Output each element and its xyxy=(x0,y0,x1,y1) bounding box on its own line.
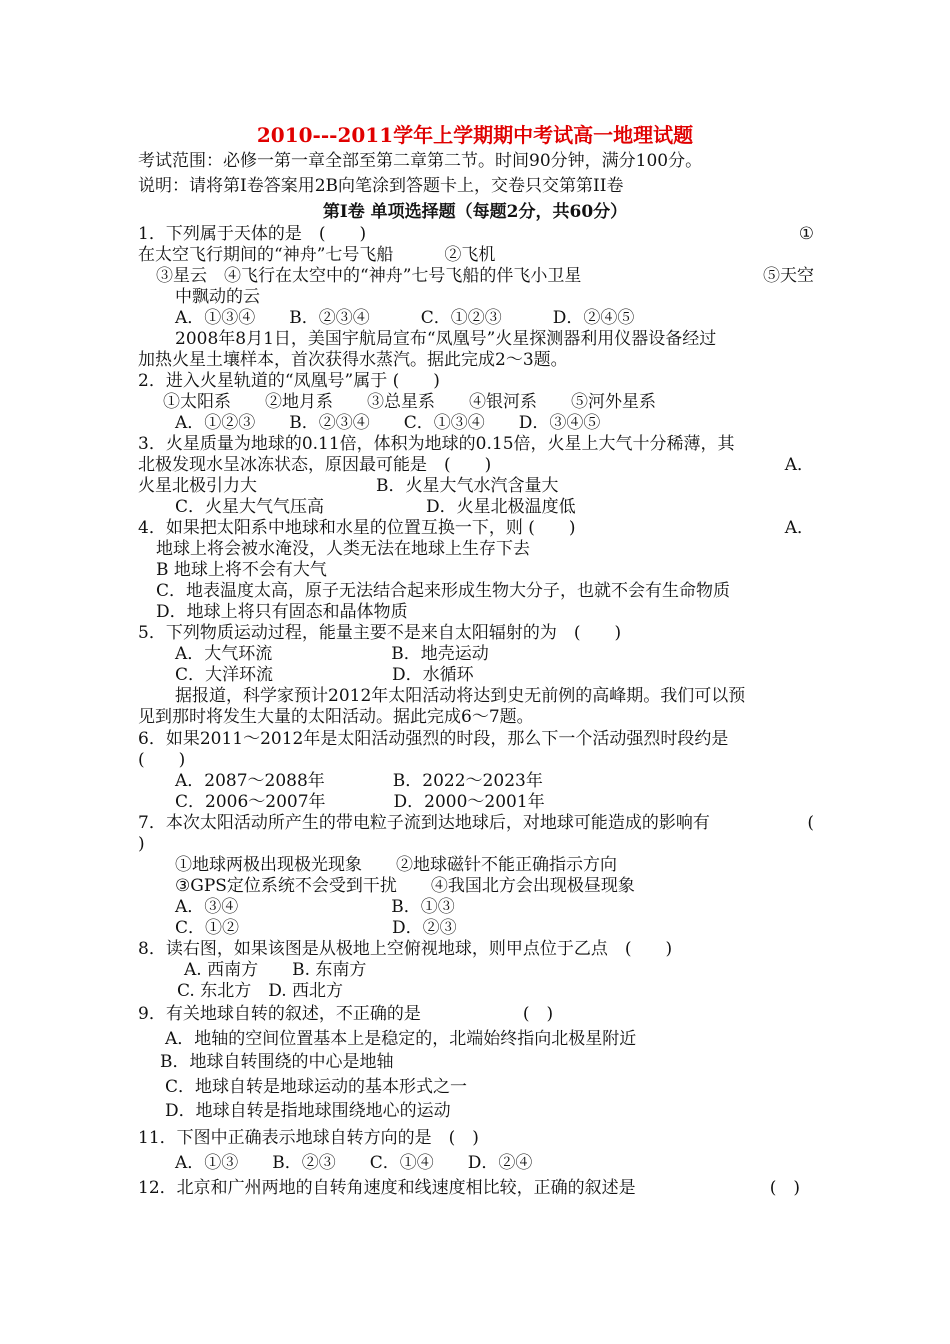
q5-options-ab: A．大气环流 B．地壳运动 xyxy=(175,644,489,664)
q9-option-a: A．地轴的空间位置基本上是稳定的，北端始终指向北极星附近 xyxy=(165,1029,637,1049)
q8-options-ab: A. 西南方 B. 东南方 xyxy=(184,960,367,980)
q1-stem: 1．下列属于天体的是 ( ) xyxy=(138,224,367,244)
q4-option-d: D．地球上将只有固态和晶体物质 xyxy=(156,602,408,622)
passage-solar: 见到那时将发生大量的太阳活动。据此完成6～7题。 xyxy=(138,707,534,727)
exam-scope: 考试范围：必修一第一章全部至第二章第二节。时间90分钟，满分100分。 xyxy=(138,151,703,171)
q7-items-34: ③GPS定位系统不会受到干扰 ④我国北方会出现极昼现象 xyxy=(175,876,635,896)
q3-options-cd: C．火星大气气压高 D．火星北极温度低 xyxy=(175,497,576,517)
q7-options-cd: C．①② D．②③ xyxy=(175,918,457,938)
exam-note: 说明：请将第I卷答案用2B向笔涂到答题卡上，交卷只交第第II卷 xyxy=(138,176,624,196)
q6-options-cd: C．2006～2007年 D．2000～2001年 xyxy=(175,792,545,812)
q4-stem: 4．如果把太阳系中地球和水星的位置互换一下，则 ( ) xyxy=(138,518,576,538)
q9-option-d: D．地球自转是指地球围绕地心的运动 xyxy=(165,1101,451,1121)
q3-stem: 北极发现水呈冰冻状态，原因最可能是 ( ) xyxy=(138,455,492,475)
passage-solar: 据报道，科学家预计2012年太阳活动将达到史无前例的高峰期。我们可以预 xyxy=(175,686,746,706)
q2-items: ①太阳系 ②地月系 ③总星系 ④银河系 ⑤河外星系 xyxy=(163,392,656,412)
q1-item-5-marker: ⑤天空 xyxy=(763,266,814,286)
q7-options-ab: A．③④ B．①③ xyxy=(175,897,455,917)
q1-options: A．①③④ B．②③④ C．①②③ D．②④⑤ xyxy=(175,308,635,328)
q9-option-c: C．地球自转是地球运动的基本形式之一 xyxy=(165,1077,468,1097)
q1-items-line: 在太空飞行期间的“神舟”七号飞船 ②飞机 xyxy=(138,245,496,265)
q3-option-a-marker: A． xyxy=(784,455,814,475)
q8-options-cd: C. 东北方 D. 西北方 xyxy=(177,981,344,1001)
q7-paren-close: ) xyxy=(138,834,145,854)
q9-stem: 9．有关地球自转的叙述，不正确的是 ( ) xyxy=(138,1004,554,1024)
q2-options: A．①②③ B．②③④ C．①③④ D．③④⑤ xyxy=(175,413,601,433)
q4-option-b: B 地球上将不会有大气 xyxy=(156,560,327,580)
q4-option-a: 地球上将会被水淹没，人类无法在地球上生存下去 xyxy=(156,539,530,559)
q6-stem: 6．如果2011～2012年是太阳活动强烈的时段，那么下一个活动强烈时段约是 xyxy=(138,729,729,749)
q1-item-1-marker: ① xyxy=(798,224,814,244)
passage-mars: 2008年8月1日，美国宇航局宣布“凤凰号”火星探测器利用仪器设备经过 xyxy=(175,329,717,349)
q11-stem: 11．下图中正确表示地球自转方向的是 ( ) xyxy=(138,1128,479,1148)
q9-option-b: B．地球自转围绕的中心是地轴 xyxy=(160,1052,394,1072)
q4-option-c: C．地表温度太高，原子无法结合起来形成生物大分子，也就不会有生命物质 xyxy=(156,581,731,601)
q7-items-12: ①地球两极出现极光现象 ②地球磁针不能正确指示方向 xyxy=(175,855,617,875)
q5-options-cd: C．大洋环流 D．水循环 xyxy=(175,665,474,685)
q3-stem: 3．火星质量为地球的0.11倍，体积为地球的0.15倍，火星上大气十分稀薄，其 xyxy=(138,434,735,454)
q12-answer-paren: ( ) xyxy=(769,1178,800,1198)
q12-stem: 12．北京和广州两地的自转角速度和线速度相比较，正确的叙述是 xyxy=(138,1178,636,1198)
q2-stem: 2．进入火星轨道的“凤凰号”属于 ( ) xyxy=(138,371,440,391)
q4-option-a-marker: A． xyxy=(784,518,814,538)
q8-stem: 8．读右图，如果该图是从极地上空俯视地球，则甲点位于乙点 ( ) xyxy=(138,939,673,959)
section-header: 第Ⅰ卷 单项选择题（每题2分，共60分） xyxy=(322,202,628,222)
q6-stem: ( ) xyxy=(138,750,186,770)
q11-options: A．①③ B．②③ C．①④ D．②④ xyxy=(175,1153,533,1173)
q7-stem: 7．本次太阳活动所产生的带电粒子流到达地球后，对地球可能造成的影响有 xyxy=(138,813,710,833)
q7-paren-open: ( xyxy=(807,813,814,833)
q1-items-line: ③星云 ④飞行在太空中的“神舟”七号飞船的伴飞小卫星 xyxy=(156,266,582,286)
q5-stem: 5．下列物质运动过程，能量主要不是来自太阳辐射的为 ( ) xyxy=(138,623,622,643)
passage-mars: 加热火星土壤样本，首次获得水蒸汽。据此完成2～3题。 xyxy=(138,350,568,370)
exam-title: 2010---2011学年上学期期中考试高一地理试题 xyxy=(256,123,694,147)
q1-items-line: 中飘动的云 xyxy=(175,287,260,307)
q3-options-ab: 火星北极引力大 B．火星大气水汽含量大 xyxy=(138,476,559,496)
q6-options-ab: A．2087～2088年 B．2022～2023年 xyxy=(175,771,543,791)
